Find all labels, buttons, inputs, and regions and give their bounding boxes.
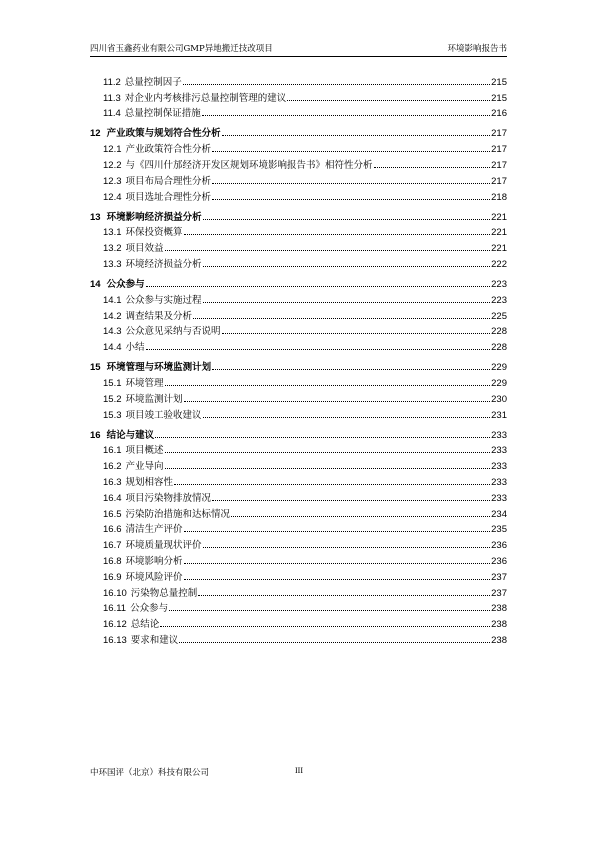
toc-entry-number: 14.2 [103,310,122,322]
toc-entry-number: 16.7 [103,540,122,552]
toc-dot-leader [203,219,491,220]
toc-dot-leader [203,547,491,548]
toc-entry-title: 公众意见采纳与否说明 [125,326,221,338]
toc-entry-title: 小结 [125,342,145,354]
toc-dot-leader [203,417,491,418]
toc-entry-title: 环境风险评价 [125,571,183,583]
toc-entry-title: 总量控制保证措施 [124,108,201,120]
toc-section-entry[interactable] [90,187,507,203]
toc-dot-leader [184,401,491,402]
toc-entry-title: 产业政策符合性分析 [125,144,212,156]
toc-entry-number: 14 [90,278,101,290]
toc-entry-title: 公众参与 [106,278,145,290]
toc-dot-leader [184,579,491,580]
toc-entry-page-number: 233 [491,445,507,457]
toc-chapter-entry[interactable] [90,207,507,223]
toc-entry-title: 环境管理与环境监测计划 [106,362,212,374]
toc-section-entry[interactable] [90,535,507,551]
toc-entry-number: 13 [90,211,101,223]
toc-entry-page-number: 230 [491,393,507,405]
toc-dot-leader [212,183,490,184]
toc-dot-leader [203,266,491,267]
toc-section-entry[interactable] [90,72,507,88]
toc-dot-leader [146,349,491,350]
toc-section-entry[interactable] [90,630,507,646]
toc-dot-leader [165,250,491,251]
toc-section-entry[interactable] [90,583,507,599]
toc-entry-title: 与《四川什邡经济开发区规划环境影响报告书》相符性分析 [125,159,373,171]
toc-entry-number: 12 [90,128,101,140]
toc-entry-title: 项目竣工验收建议 [125,409,202,421]
toc-chapter-entry[interactable] [90,425,507,441]
toc-dot-leader [165,452,491,453]
toc-entry-page-number: 217 [491,175,507,187]
toc-dot-leader [374,167,491,168]
toc-entry-page-number: 229 [491,377,507,389]
toc-entry-number: 13.3 [103,258,122,270]
toc-entry-number: 16.12 [103,619,127,631]
toc-chapter-entry[interactable] [90,123,507,139]
toc-entry-title: 环保投资概算 [125,227,183,239]
toc-entry-number: 16.8 [103,555,122,567]
toc-dot-leader [165,468,491,469]
toc-dot-leader [165,385,491,386]
toc-entry-title: 产业政策与规划符合性分析 [106,128,221,140]
toc-section-entry[interactable] [90,441,507,457]
toc-section-entry[interactable] [90,238,507,254]
toc-section-entry[interactable] [90,155,507,171]
toc-entry-page-number: 215 [491,76,507,88]
toc-dot-leader [212,369,490,370]
toc-entry-page-number: 228 [491,342,507,354]
toc-dot-leader [169,610,490,611]
toc-section-entry[interactable] [90,504,507,520]
toc-entry-page-number: 234 [491,508,507,520]
toc-entry-number: 14.1 [103,294,122,306]
toc-dot-leader [203,302,491,303]
toc-entry-number: 16.9 [103,571,122,583]
toc-entry-title: 产业导向 [125,461,164,473]
toc-section-entry[interactable] [90,322,507,338]
toc-entry-page-number: 233 [491,461,507,473]
toc-dot-leader [198,595,490,596]
toc-entry-page-number: 237 [491,571,507,583]
toc-entry-title: 项目概述 [125,445,164,457]
toc-entry-page-number: 217 [491,159,507,171]
toc-entry-page-number: 233 [491,429,507,441]
toc-entry-number: 14.4 [103,342,122,354]
toc-dot-leader [231,516,490,517]
toc-entry-number: 16.4 [103,492,122,504]
toc-entry-number: 11.3 [103,92,121,104]
toc-dot-leader [184,234,491,235]
toc-entry-number: 13.1 [103,227,122,239]
toc-entry-title: 项目污染物排放情况 [125,492,212,504]
toc-entry-number: 12.2 [103,159,122,171]
toc-entry-title: 公众参与实施过程 [125,294,202,306]
toc-section-entry[interactable] [90,567,507,583]
toc-entry-number: 15.3 [103,409,122,421]
toc-entry-page-number: 228 [491,326,507,338]
toc-entry-page-number: 238 [491,603,507,615]
toc-section-entry[interactable] [90,373,507,389]
toc-section-entry[interactable] [90,254,507,270]
toc-entry-number: 16.10 [103,587,127,599]
toc-entry-title: 环境影响经济损益分析 [106,211,202,223]
toc-section-entry[interactable] [90,139,507,155]
toc-entry-page-number: 236 [491,555,507,567]
toc-entry-page-number: 233 [491,492,507,504]
footer-page-number: III [295,766,303,775]
toc-section-entry[interactable] [90,88,507,104]
toc-dot-leader [212,151,490,152]
toc-entry-number: 16.1 [103,445,122,457]
toc-entry-page-number: 238 [491,619,507,631]
toc-entry-title: 调查结果及分析 [125,310,193,322]
toc-section-entry[interactable] [90,456,507,472]
toc-dot-leader [184,531,491,532]
toc-dot-leader [155,437,490,438]
toc-section-entry[interactable] [90,599,507,615]
toc-entry-title: 公众参与 [130,603,169,615]
toc-entry-number: 16.11 [103,603,127,615]
toc-entry-title: 清洁生产评价 [125,524,183,536]
toc-entry-number: 12.4 [103,191,122,203]
toc-entry-page-number: 233 [491,476,507,488]
toc-dot-leader [212,500,490,501]
toc-section-entry[interactable] [90,405,507,421]
toc-entry-page-number: 237 [491,587,507,599]
toc-entry-title: 对企业内考核排污总量控制管理的建议 [124,92,287,104]
toc-entry-title: 要求和建议 [130,634,179,646]
toc-entry-title: 污染物总量控制 [130,587,198,599]
toc-entry-page-number: 223 [491,294,507,306]
toc-dot-leader [183,84,490,85]
toc-entry-page-number: 218 [491,191,507,203]
toc-entry-title: 总量控制因子 [124,76,182,88]
toc-entry-page-number: 221 [491,211,507,223]
toc-dot-leader [184,563,491,564]
toc-section-entry[interactable] [90,614,507,630]
page-header [90,42,507,57]
toc-dot-leader [202,115,490,116]
toc-entry-number: 12.3 [103,175,122,187]
toc-dot-leader [160,626,490,627]
toc-entry-title: 污染防治措施和达标情况 [125,508,231,520]
toc-section-entry[interactable] [90,472,507,488]
toc-entry-page-number: 217 [491,128,507,140]
toc-entry-title: 环境管理 [125,377,164,389]
toc-entry-number: 15 [90,362,101,374]
toc-section-entry[interactable] [90,223,507,239]
toc-section-entry[interactable] [90,104,507,120]
toc-entry-page-number: 235 [491,524,507,536]
toc-entry-number: 16.13 [103,634,127,646]
toc-entry-number: 16.6 [103,524,122,536]
toc-section-entry[interactable] [90,551,507,567]
toc-section-entry[interactable] [90,389,507,405]
toc-dot-leader [146,286,491,287]
toc-dot-leader [193,318,490,319]
toc-entry-page-number: 217 [491,144,507,156]
toc-entry-title: 环境经济损益分析 [125,258,202,270]
toc-chapter-entry[interactable] [90,357,507,373]
toc-entry-page-number: 216 [491,108,507,120]
toc-entry-number: 16.5 [103,508,122,520]
toc-entry-title: 项目效益 [125,243,164,255]
toc-section-entry[interactable] [90,171,507,187]
toc-entry-page-number: 222 [491,258,507,270]
toc-entry-page-number: 225 [491,310,507,322]
toc-entry-page-number: 238 [491,634,507,646]
toc-entry-number: 15.2 [103,393,122,405]
toc-entry-title: 结论与建议 [106,429,155,441]
toc-entry-page-number: 215 [491,92,507,104]
toc-entry-title: 项目布局合理性分析 [125,175,212,187]
footer-company-name: 中环国评（北京）科技有限公司 [90,768,210,778]
toc-dot-leader [174,484,490,485]
toc-entry-page-number: 229 [491,362,507,374]
toc-entry-title: 环境影响分析 [125,555,183,567]
toc-dot-leader [287,100,490,101]
toc-dot-leader [222,135,491,136]
toc-entry-page-number: 236 [491,540,507,552]
toc-entry-title: 环境质量现状评价 [125,540,202,552]
header-project-title: 四川省玉鑫药业有限公司GMP异地搬迁技改项目 [90,44,273,54]
toc-entry-number: 16.2 [103,461,122,473]
toc-entry-number: 16.3 [103,476,122,488]
toc-entry-number: 12.1 [103,144,122,156]
toc-section-entry[interactable] [90,520,507,536]
header-document-type: 环境影响报告书 [447,44,507,54]
toc-entry-title: 总结论 [130,619,160,631]
toc-section-entry[interactable] [90,337,507,353]
toc-entry-number: 11.4 [103,108,121,120]
toc-entry-number: 15.1 [103,377,122,389]
toc-entry-page-number: 221 [491,243,507,255]
toc-section-entry[interactable] [90,488,507,504]
table-of-contents [90,72,507,646]
toc-dot-leader [222,333,491,334]
toc-section-entry[interactable] [90,306,507,322]
toc-entry-page-number: 231 [491,409,507,421]
toc-entry-page-number: 221 [491,227,507,239]
toc-entry-number: 16 [90,429,101,441]
toc-section-entry[interactable] [90,290,507,306]
toc-entry-title: 项目选址合理性分析 [125,191,212,203]
toc-entry-title: 环境监测计划 [125,393,183,405]
toc-entry-title: 规划相容性 [125,476,174,488]
toc-chapter-entry[interactable] [90,274,507,290]
toc-dot-leader [179,642,490,643]
toc-entry-number: 13.2 [103,243,122,255]
toc-entry-number: 14.3 [103,326,122,338]
toc-dot-leader [212,199,490,200]
toc-entry-number: 11.2 [103,76,121,88]
toc-entry-page-number: 223 [491,278,507,290]
